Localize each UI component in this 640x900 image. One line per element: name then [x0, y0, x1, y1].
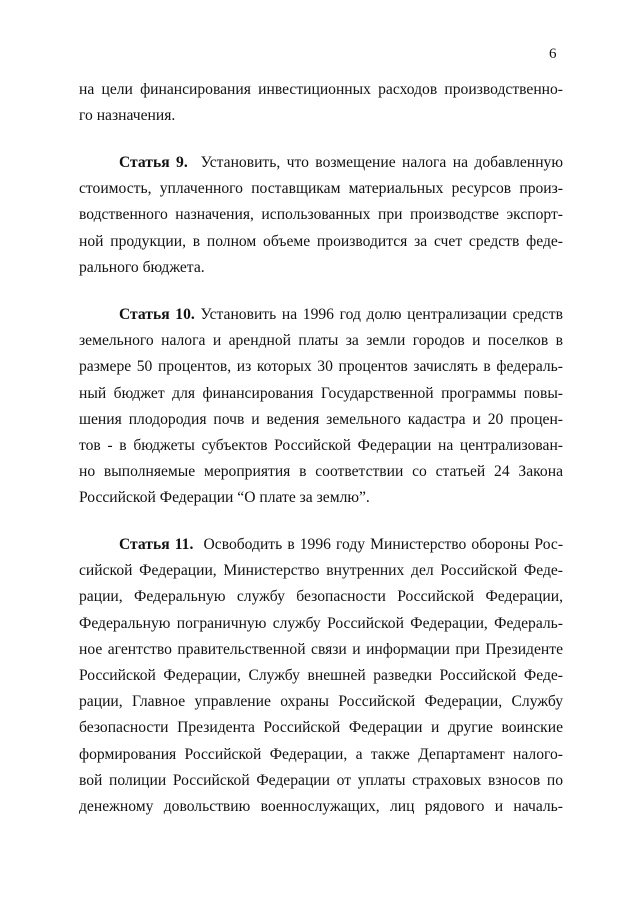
text-line: безопасности Президента Российской Федерации и другие воинские: [79, 719, 563, 737]
text-line: [79, 150, 563, 176]
text-line-body: Установить на 1996 год долю централизации средств: [200, 306, 563, 323]
article-11-paragraph: [79, 532, 563, 820]
text-line: формирования Российской Федерации, а также Департамент налого-: [79, 745, 563, 763]
text-line: рации, Федеральную службу безопасности Российской Федерации,: [79, 588, 563, 606]
article-label: Статья 10.: [119, 306, 195, 323]
article-10-paragraph: [79, 302, 563, 512]
article-label: Статья 9.: [119, 154, 188, 171]
article-label: Статья 11.: [119, 536, 194, 553]
text-line: рального бюджета.: [79, 258, 205, 276]
text-line: Российской Федерации “О плате за землю”.: [79, 489, 370, 507]
text-line-body: Освободить в 1996 году Министерство обороны Рос-: [203, 536, 564, 553]
text-line: ное агентство правительственной связи и информации при Президенте: [79, 640, 563, 658]
text-line: денежному довольствию военнослужащих, лиц рядового и началь-: [79, 798, 563, 816]
text-line: вой полиции Российской Федерации от уплаты страховых взносов по: [79, 771, 563, 789]
text-line: стоимость, уплаченного поставщикам материальных ресурсов произ-: [79, 180, 563, 198]
text-line: [79, 532, 563, 558]
text-line: го назначения.: [79, 107, 176, 125]
text-line: [79, 302, 563, 328]
text-line: размере 50 процентов, из которых 30 процентов зачислять в федераль-: [79, 358, 563, 376]
text-line-body: Установить, что возмещение налога на добавленную: [200, 154, 563, 171]
text-line: ный бюджет для финансирования Государственной программы повы-: [79, 384, 563, 402]
text-line: сийской Федерации, Министерство внутренних дел Российской Феде-: [79, 562, 563, 580]
page-number: 6: [549, 46, 557, 62]
text-line: но выполняемые мероприятия в соответствии со статьей 24 Закона: [79, 463, 563, 481]
paragraph-continuation: [79, 77, 563, 129]
text-line: Российской Федерации, Службу внешней разведки Российской Феде-: [79, 667, 563, 685]
text-line: шения плодородия почв и ведения земельного кадастра и 20 процен-: [79, 410, 563, 428]
text-line: рации, Главное управление охраны Российской Федерации, Службу: [79, 693, 563, 711]
text-line: ной продукции, в полном объеме производится за счет средств феде-: [79, 232, 563, 250]
text-line: Федеральную пограничную службу Российской Федерации, Федераль-: [79, 614, 563, 632]
text-line: на цели финансирования инвестиционных расходов производственно-: [79, 81, 563, 98]
text-line: водственного назначения, использованных при производстве экспорт-: [79, 206, 563, 224]
text-line: тов - в бюджеты субъектов Российской Федерации на централизован-: [79, 437, 563, 455]
article-9-paragraph: [79, 150, 563, 281]
text-line: земельного налога и арендной платы за земли городов и поселков в: [79, 332, 563, 350]
